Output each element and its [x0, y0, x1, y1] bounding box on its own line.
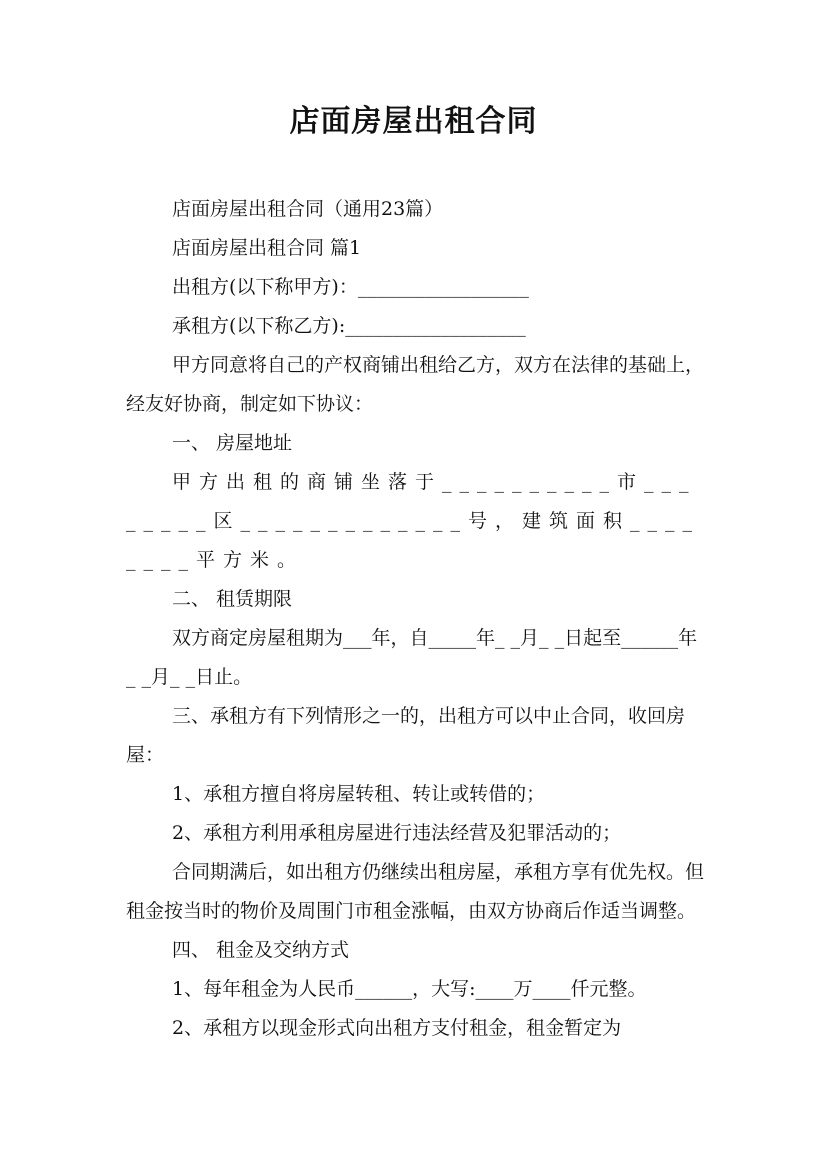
list-item-payment-method: 2、承租方以现金形式向出租方支付租金，租金暂定为 [172, 1017, 622, 1039]
list-item-annual-rent: 1、每年租金为人民币______，大写:____万____仟元整。 [172, 978, 647, 1000]
section-heading-term: 二、 租赁期限 [172, 588, 293, 610]
list-item-sublease: 1、承租方擅自将房屋转租、转让或转借的； [172, 783, 546, 805]
paragraph-term: 双方商定房屋租期为___年，自_____年_ _月_ _日起至______年_ _月_ _日止。 [126, 627, 698, 688]
document-body [126, 190, 706, 1048]
paragraph-lessor: 出租方(以下称甲方)：__________________ [172, 276, 529, 298]
paragraph-part-heading: 店面房屋出租合同 篇1 [172, 237, 362, 259]
paragraph-renewal: 合同期满后，如出租方仍继续出租房屋，承租方享有优先权。但租金按当时的物价及周围门市租金涨幅，由双方协商后作适当调整。 [126, 861, 705, 922]
section-heading-address: 一、 房屋地址 [172, 432, 293, 454]
paragraph-lessee: 承租方(以下称乙方):___________________ [172, 315, 526, 337]
section-heading-rent: 四、 租金及交纳方式 [172, 939, 350, 961]
paragraph-agreement-intro: 甲方同意将自己的产权商铺出租给乙方，双方在法律的基础上，经友好协商，制定如下协议： [126, 354, 705, 415]
paragraph-address: 甲方出租的商铺坐落于__________市________区_____________号，建筑面积________平方米。 [126, 471, 701, 571]
list-item-illegal-use: 2、承租方利用承租房屋进行违法经营及犯罪活动的； [172, 822, 622, 844]
document-title: 店面房屋出租合同 [289, 104, 538, 139]
paragraph-subtitle: 店面房屋出租合同（通用23篇） [172, 198, 444, 220]
paragraph-termination-conditions: 三、承租方有下列情形之一的，出租方可以中止合同，收回房屋： [126, 705, 686, 766]
